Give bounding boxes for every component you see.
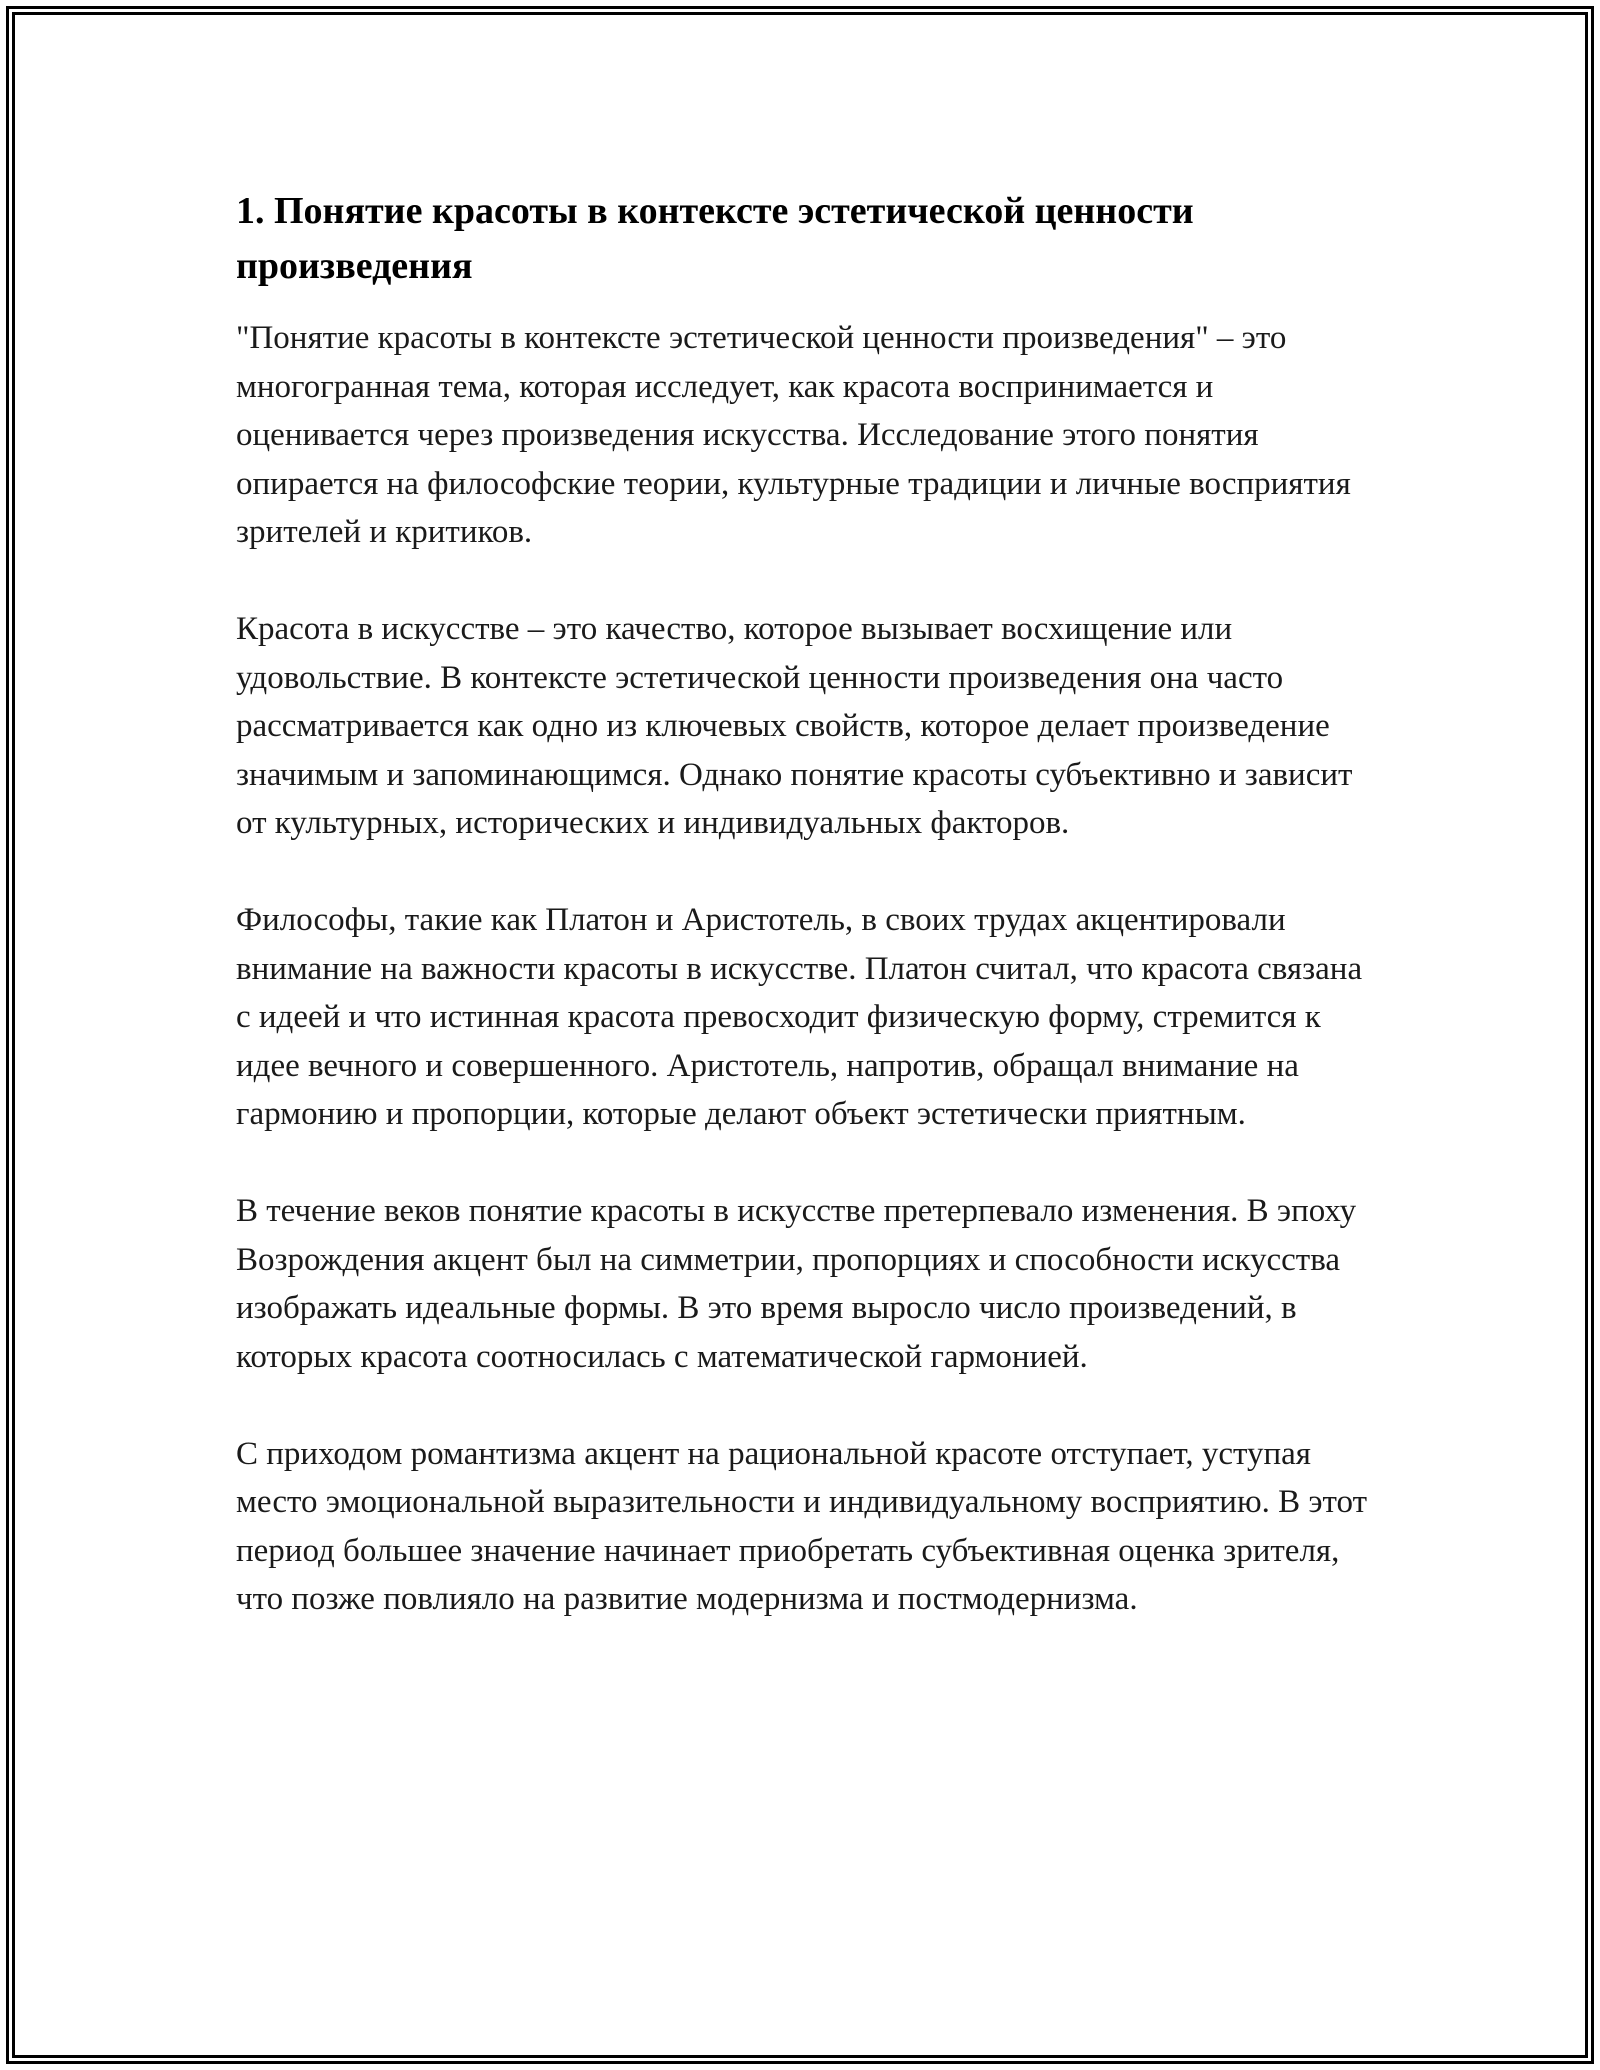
paragraph-beauty-definition: Красота в искусстве – это качество, которое вызывает восхищение или удовольствие. В контексте эстетической ценности произведения она часто рассматривается как одно из ключевых свойств, которое делает произведение значимым и запоминающимся. Однако понятие красоты субъективно и зависит от культурных, исторических и индивидуальных факторов. — [236, 611, 1353, 841]
paragraph-renaissance: В течение веков понятие красоты в искусстве претерпевало изменения. В эпоху Возрождения акцент был на симметрии, пропорциях и способности искусства изображать идеальные формы. В это время выросло число произведений, в которых красота соотносилась с математической гармонией. — [236, 1193, 1357, 1375]
paragraph-romanticism: С приходом романтизма акцент на рациональной красоте отступает, уступая место эмоциональной выразительности и индивидуальному восприятию. В этот период большее значение начинает приобретать субъективная оценка зрителя, что позже повлияло на развитие модернизма и постмодернизма. — [236, 1435, 1367, 1617]
paragraph-philosophers: Философы, такие как Платон и Аристотель, в своих трудах акцентировали внимание на важности красоты в искусстве. Платон считал, что красота связана с идеей и что истинная красота превосходит физическую форму, стремится к идее вечного и совершенного. Аристотель, напротив, обращал внимание на гармонию и пропорции, которые делают объект эстетически приятным. — [236, 902, 1363, 1132]
paragraph-intro: "Понятие красоты в контексте эстетической ценности произведения" – это многогранная тема, которая исследует, как красота воспринимается и оценивается через произведения искусства. Исследование этого понятия опирается на философские теории, культурные традиции и личные восприятия зрителей и критиков. — [236, 320, 1351, 550]
section-heading: 1. Понятие красоты в контексте эстетической ценности произведения — [236, 190, 1194, 287]
document-body — [236, 184, 1376, 1672]
